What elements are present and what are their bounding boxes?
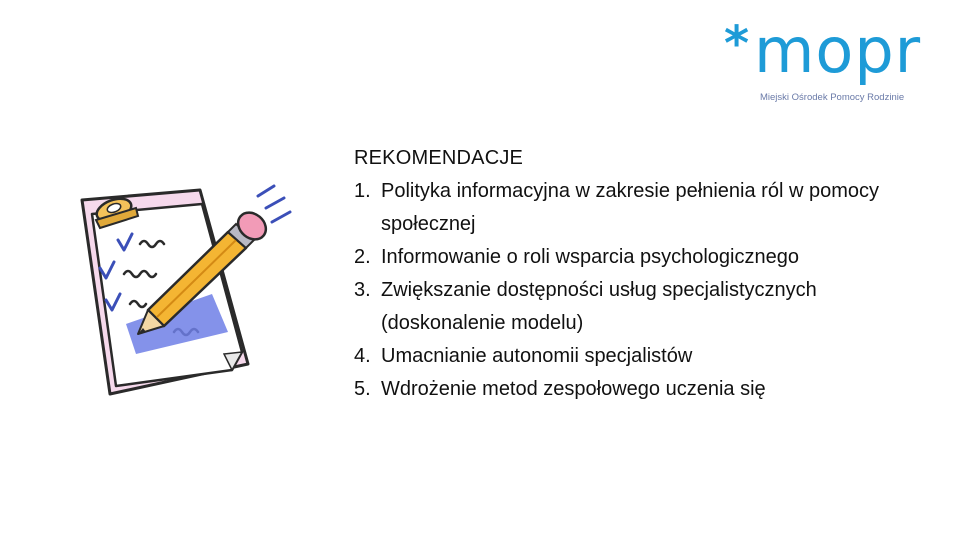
logo-wordmark: mopr [754,14,922,87]
list-item [354,175,934,241]
recommendations-block [354,142,934,406]
logo-asterisk: * [724,16,750,72]
list-item-text: Polityka informacyjna w zakresie pełnienia ról w pomocy społecznej [381,180,879,235]
list-item-text: Umacnianie autonomii specjalistów [381,345,693,367]
checklist-clipart [52,182,308,412]
list-item [354,241,934,274]
list-item-number: 2. [354,246,371,268]
list-item-text: Zwiększanie dostępności usług specjalistycznych (doskonalenie modelu) [381,279,817,334]
list-item-text: Informowanie o roli wsparcia psychologicznego [381,246,799,268]
logo-subtitle: Miejski Ośrodek Pomocy Rodzinie [760,92,905,103]
mopr-logo [722,16,932,108]
list-item-number: 1. [354,180,371,202]
motion-lines [258,186,290,222]
list-item [354,373,934,406]
page-title: REKOMENDACJE [354,147,524,169]
recommendations-list [354,175,934,406]
list-item [354,340,934,373]
list-item [354,274,934,340]
list-item-number: 3. [354,279,371,301]
list-item-number: 5. [354,378,371,400]
list-item-text: Wdrożenie metod zespołowego uczenia się [381,378,766,400]
list-item-number: 4. [354,345,371,367]
